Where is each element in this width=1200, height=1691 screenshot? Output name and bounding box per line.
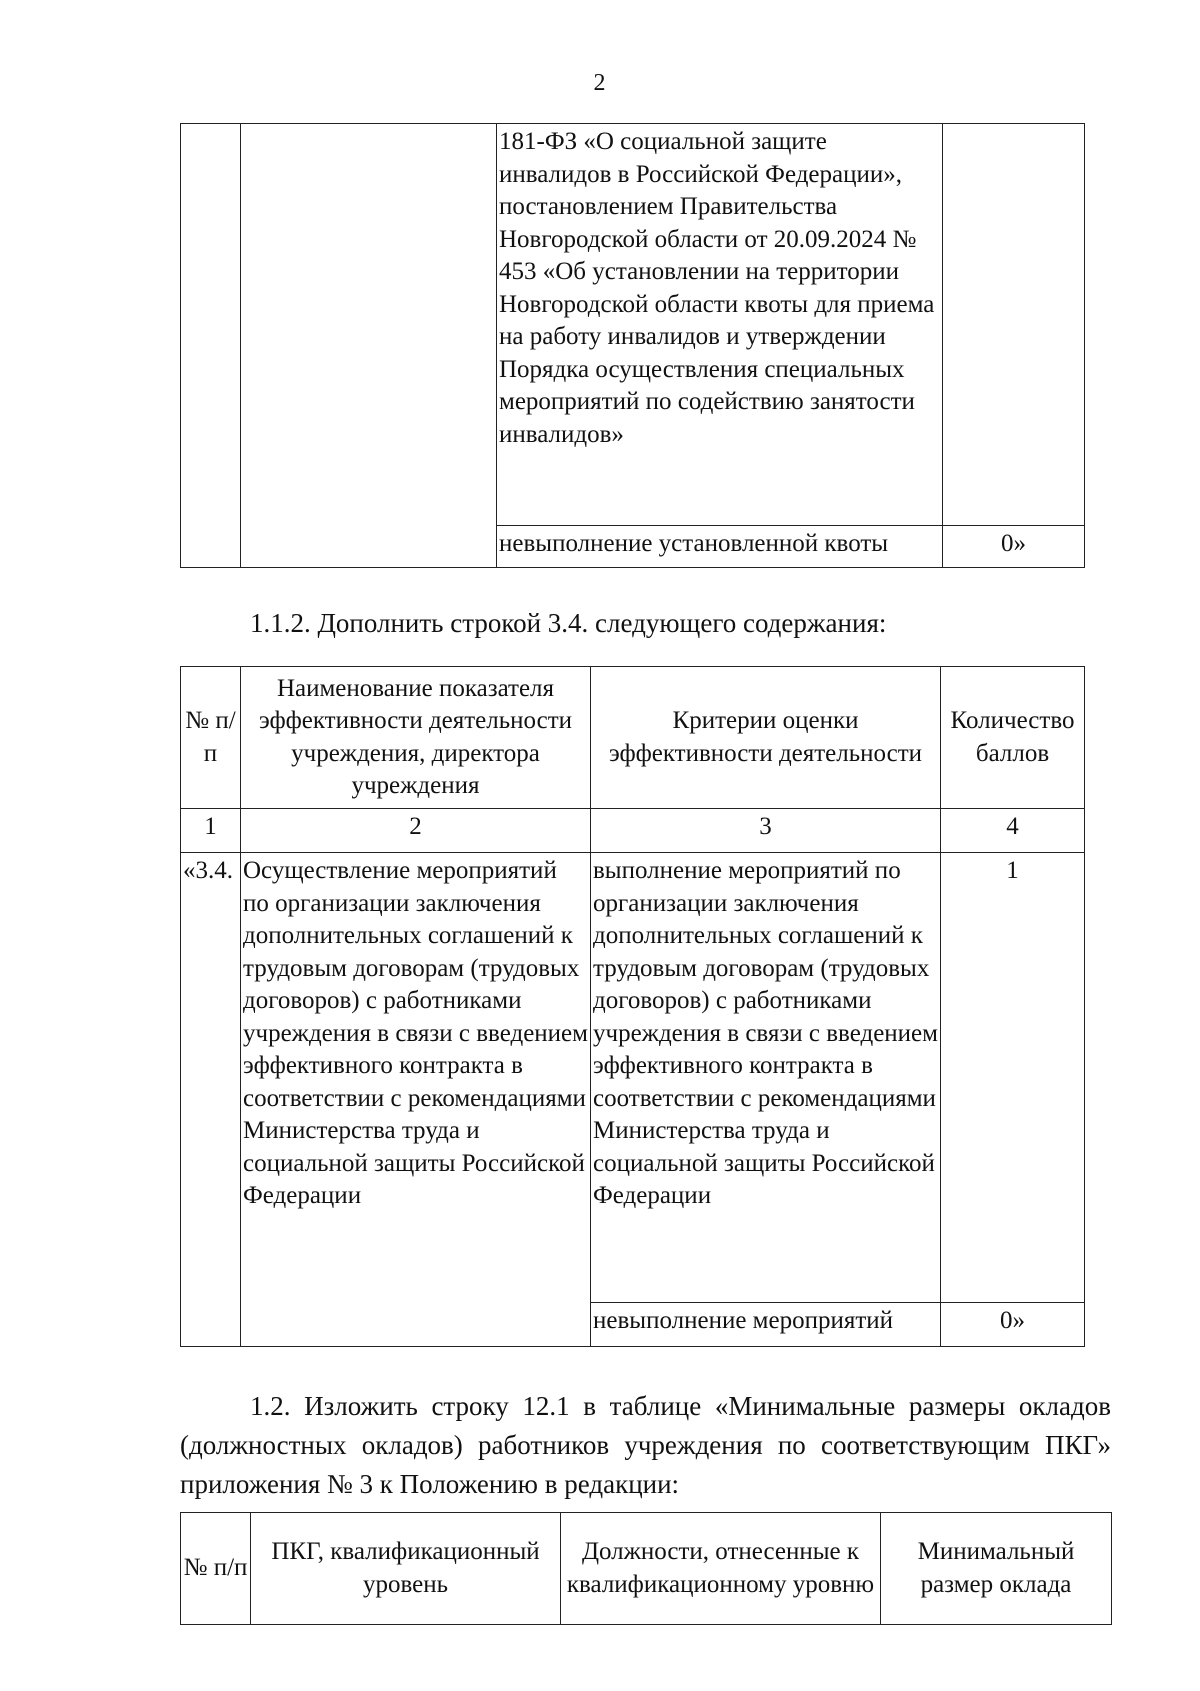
salary-header-positions: Должности, отнесенные к квалификационному уровню bbox=[561, 1513, 881, 1625]
column-number-2: 2 bbox=[241, 809, 591, 853]
instruction-paragraph-2: 1.2. Изложить строку 12.1 в таблице «Минимальные размеры окладов (должностных окладов) работников учреждения по соответствующим ПКГ» приложения № 3 к Положению в редакции: bbox=[180, 1391, 1111, 1500]
law-reference-cell: 181-ФЗ «О социальной защите инвалидов в Российской Федерации», постановлением Правительства Новгородской области от 20.09.2024 № 453 «Об установлении на территории Новгородской области квоты для приема на работу инвалидов и утверждении Порядка осуществления специальных мероприятий по содействию занятости инвалидов» bbox=[497, 124, 943, 526]
salary-header-pkg: ПКГ, квалификационный уровень bbox=[251, 1513, 561, 1625]
points-empty-cell bbox=[943, 124, 1085, 526]
column-number-4: 4 bbox=[941, 809, 1085, 853]
continuation-table bbox=[180, 123, 1085, 568]
column-number-1: 1 bbox=[181, 809, 241, 853]
column-number-3: 3 bbox=[591, 809, 941, 853]
row-indicator-cell: Осуществление мероприятий по организации заключения дополнительных соглашений к трудовым договорам (трудовых договоров) с работниками учреждения в связи с введением эффективного контракта в соответствии с рекомендациями Министерства труда и социальной защиты Российской Федерации bbox=[241, 853, 591, 1347]
header-num: № п/п bbox=[181, 667, 241, 809]
page-number: 2 bbox=[593, 70, 607, 96]
header-indicator: Наименование показателя эффективности деятельности учреждения, директора учреждения bbox=[241, 667, 591, 809]
quota-points-cell: 0» bbox=[943, 526, 1085, 568]
salary-header-num: № п/п bbox=[181, 1513, 251, 1625]
row-criterion-not-fulfilled: невыполнение мероприятий bbox=[591, 1303, 941, 1347]
cell-num-empty bbox=[181, 124, 241, 568]
instruction-paragraph-1: 1.1.2. Дополнить строкой 3.4. следующего содержания: bbox=[250, 608, 887, 638]
row-points-not-fulfilled: 0» bbox=[941, 1303, 1085, 1347]
row-criterion-fulfilled: выполнение мероприятий по организации заключения дополнительных соглашений к трудовым договорам (трудовых договоров) с работниками учреждения в связи с введением эффективного контракта в соответствии с рекомендациями Министерства труда и социальной защиты Российской Федерации bbox=[591, 853, 941, 1303]
header-points: Количество баллов bbox=[941, 667, 1085, 809]
salary-header-amount: Минимальный размер оклада bbox=[881, 1513, 1112, 1625]
cell-indicator-empty bbox=[241, 124, 497, 568]
row-number-cell: «3.4. bbox=[181, 853, 241, 1347]
quota-criterion-cell: невыполнение установленной квоты bbox=[497, 526, 943, 568]
row-points-fulfilled: 1 bbox=[941, 853, 1085, 1303]
indicator-table bbox=[180, 666, 1085, 1347]
salary-table bbox=[180, 1512, 1112, 1625]
header-criteria: Критерии оценки эффективности деятельности bbox=[591, 667, 941, 809]
